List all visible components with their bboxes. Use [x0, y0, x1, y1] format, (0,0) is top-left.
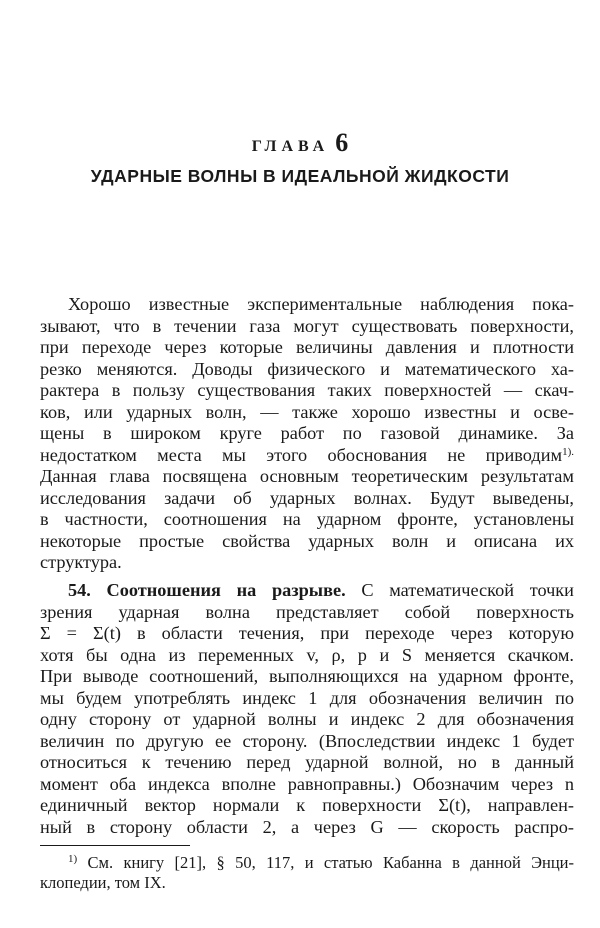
intro-paragraph [40, 294, 574, 574]
text-line: рактера в пользу существования таких поверхностей — скач- [40, 380, 574, 400]
text-line: Хорошо известные экспериментальные наблюдения пока- [68, 294, 574, 314]
footnote-divider [40, 845, 190, 846]
text-line-content: недостатком места мы этого обоснования не приводим [40, 444, 563, 465]
text-line: хотя бы одна из переменных v, ρ, p и S меняется скачком. [40, 644, 574, 665]
text-line: щены в широком круге работ по газовой динамике. За [40, 423, 574, 443]
footnote-mark: 1) [68, 853, 78, 865]
text-line: зрения ударная волна представляет собой поверхность [40, 601, 574, 622]
text-line: момент оба индекса вполне равноправны.) Обозначим через n [40, 773, 574, 794]
text-line-content: С математической точки [361, 580, 574, 600]
footnote-text: См. книгу [21], § 50, 117, и статью Кабанна в данной Энци- [87, 853, 575, 872]
text-line [40, 445, 574, 467]
text-line: ный в сторону области 2, а через G — скорость распро- [40, 816, 574, 837]
text-line: резко меняются. Доводы физического и математического ха- [40, 358, 574, 379]
section-first-line [40, 580, 574, 602]
text-line: некоторые простые свойства ударных волн и описана их [40, 530, 574, 551]
text-line: При выводе соотношений, выполняющихся на ударном фронте, [40, 666, 574, 686]
footnote-line: клопедии, том IX. [40, 873, 166, 892]
text-line: единичный вектор нормали к поверхности Σ(t), направлен- [40, 795, 574, 815]
chapter-title: УДАРНЫЕ ВОЛНЫ В ИДЕАЛЬНОЙ ЖИДКОСТИ [90, 166, 510, 186]
text-line: исследования задачи об ударных волнах. Будут выведены, [40, 487, 574, 508]
text-line: величин по другую ее сторону. (Впоследствии индекс 1 будет [40, 730, 574, 751]
section-54 [40, 580, 574, 838]
text-line: относиться к течению перед ударной волной, но в данный [40, 752, 574, 772]
footnote-reference: 1). [562, 445, 574, 458]
chapter-heading [0, 128, 600, 158]
text-line: Σ = Σ(t) в области течения, при переходе через которую [40, 623, 574, 643]
chapter-label: ГЛАВА [251, 138, 330, 155]
chapter-number: 6 [335, 128, 349, 157]
text-line: в частности, соотношения на ударном фронте, установлены [40, 509, 574, 529]
text-line: ков, или ударных волн, — также хорошо известны и осве- [40, 401, 574, 422]
text-line: мы будем употреблять индекс 1 для обозначения величин по [40, 687, 574, 708]
text-line: зывают, что в течении газа могут существовать поверхности, [40, 315, 574, 336]
section-heading: 54. Соотношения на разрыве. [68, 580, 346, 600]
footnote-line [40, 853, 574, 873]
text-line: при переходе через которые величины давления и плотности [40, 337, 574, 357]
footnote [40, 853, 574, 893]
text-line: структура. [40, 552, 122, 572]
text-line: Данная глава посвящена основным теоретическим результатам [40, 466, 574, 486]
text-line: одну сторону от ударной волны и индекс 2 для обозначения [40, 709, 574, 729]
